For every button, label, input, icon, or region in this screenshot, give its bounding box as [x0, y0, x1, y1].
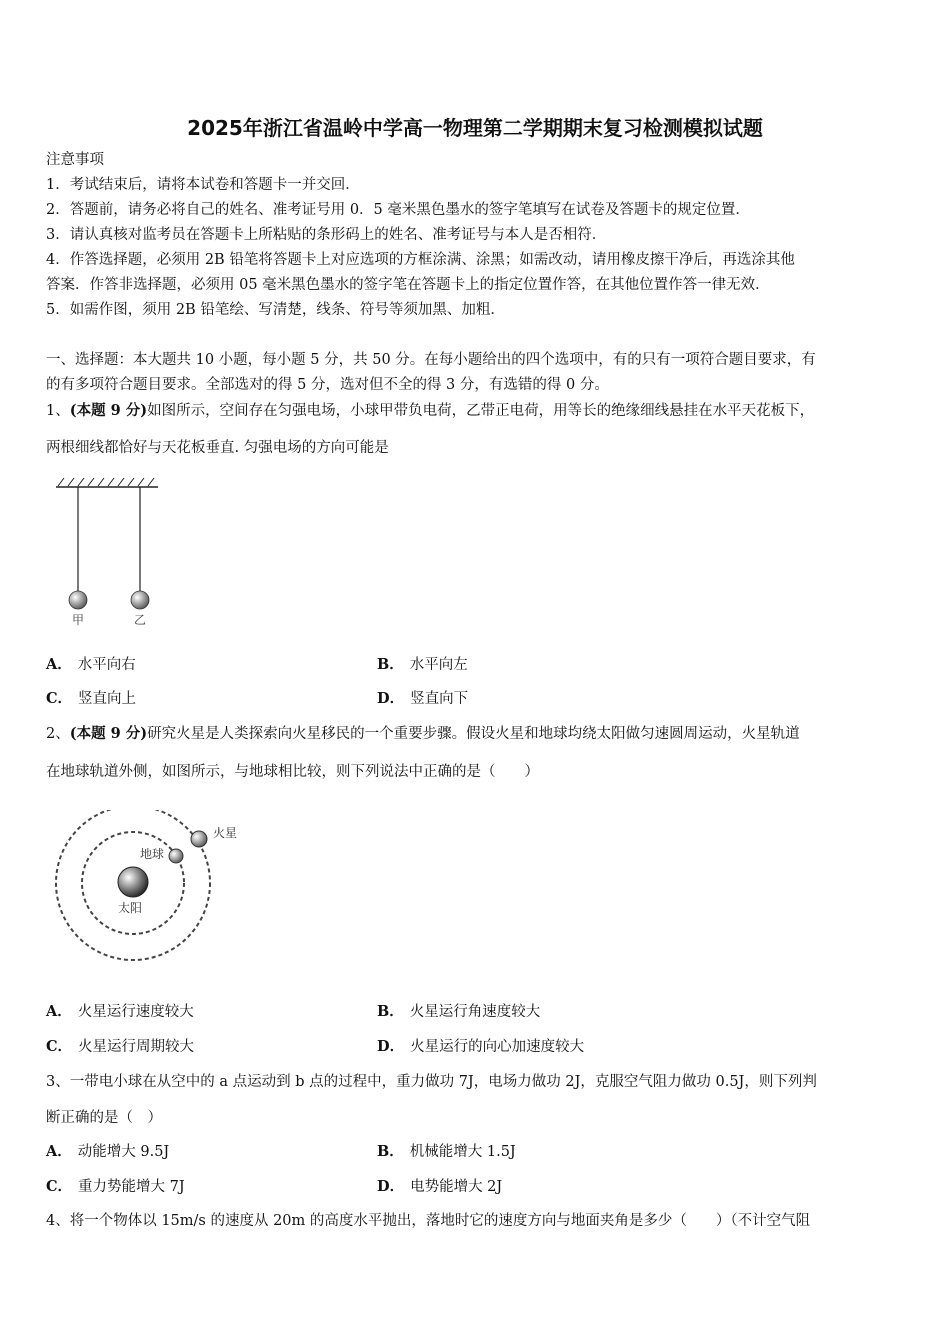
- question-number: 1、: [46, 403, 70, 419]
- option-c[interactable]: [46, 689, 136, 709]
- earth-icon: [169, 849, 183, 863]
- option-letter: C．: [46, 1038, 73, 1055]
- question-1-stem: [46, 401, 814, 421]
- notice-item: 1．考试结束后，请将本试卷和答题卡一并交回．: [46, 177, 360, 193]
- page-title: 2025年浙江省温岭中学高一物理第二学期期末复习检测模拟试题: [187, 116, 763, 140]
- option-a[interactable]: [46, 655, 136, 675]
- notice-heading: 注意事项: [46, 152, 104, 168]
- ball-b: [131, 591, 149, 609]
- option-text: 电势能增大 2J: [410, 1179, 503, 1195]
- earth-label: 地球: [139, 847, 165, 861]
- option-text: 机械能增大 1.5J: [409, 1144, 516, 1160]
- option-a[interactable]: [46, 1142, 169, 1162]
- question-3-stem-cont: 断正确的是（ ）: [46, 1110, 162, 1126]
- ball-b-label: 乙: [133, 613, 147, 627]
- ceiling-hatch: [58, 478, 154, 486]
- mars-icon: [191, 831, 207, 847]
- option-text: 动能增大 9.5J: [77, 1144, 170, 1160]
- option-text: 火星运行周期较大: [78, 1039, 195, 1055]
- notice-item: 3．请认真核对监考员在答题卡上所粘贴的条形码上的姓名、准考证号与本人是否相符．: [46, 227, 607, 243]
- orbit-figure: [50, 810, 250, 970]
- option-b[interactable]: [377, 1002, 540, 1022]
- option-a[interactable]: [46, 1002, 194, 1022]
- sun-label: 太阳: [117, 901, 143, 915]
- option-letter: D．: [377, 1178, 405, 1195]
- option-text: 火星运行速度较大: [77, 1004, 194, 1020]
- option-b[interactable]: [377, 655, 468, 675]
- option-letter: C．: [46, 1178, 73, 1195]
- question-2-stem-cont: 在地球轨道外侧，如图所示，与地球相比较，则下列说法中正确的是（ ）: [46, 764, 539, 780]
- question-text: 研究火星是人类探索向火星移民的一个重要步骤。假设火星和地球均绕太阳做匀速圆周运动，火星轨道: [147, 726, 800, 742]
- option-letter: D．: [377, 1038, 405, 1055]
- question-score: (本题 9 分): [69, 725, 148, 742]
- option-letter: C．: [46, 690, 73, 707]
- option-text: 竖直向下: [410, 691, 469, 707]
- section-intro: 的有多项符合题目要求。全部选对的得 5 分，选对但不全的得 3 分，有选错的得 0 分。: [46, 377, 609, 393]
- question-2-stem: [46, 724, 800, 744]
- mars-label: 火星: [212, 826, 238, 840]
- option-text: 重力势能增大 7J: [78, 1179, 185, 1195]
- notice-item: 答案．作答非选择题，必须用 05 毫米黑色墨水的签字笔在答题卡上的指定位置作答，在其他位置作答一律无效．: [46, 277, 770, 293]
- notice-item: 5．如需作图，须用 2B 铅笔绘、写清楚，线条、符号等须加黑、加粗．: [46, 302, 505, 318]
- option-letter: A．: [46, 656, 72, 673]
- option-letter: A．: [46, 1003, 72, 1020]
- option-letter: B．: [377, 1003, 404, 1020]
- question-3-stem: 3、一带电小球在从空中的 a 点运动到 b 点的过程中，重力做功 7J，电场力做功 2J，克服空气阻力做功 0.5J，则下列判: [46, 1074, 817, 1090]
- ball-a-label: 甲: [71, 613, 85, 627]
- question-4-stem: 4、将一个物体以 15m/s 的速度从 20m 的高度水平抛出，落地时它的速度方向与地面夹角是多少（ ）（不计空气阻: [46, 1213, 811, 1229]
- option-text: 火星运行的向心加速度较大: [410, 1039, 585, 1055]
- notice-item: 4．作答选择题，必须用 2B 铅笔将答题卡上对应选项的方框涂满、涂黑；如需改动，请用橡皮擦干净后，再选涂其他: [46, 252, 795, 268]
- option-letter: D．: [377, 690, 405, 707]
- option-b[interactable]: [377, 1142, 516, 1162]
- option-d[interactable]: [377, 689, 468, 709]
- question-text: 如图所示，空间存在匀强电场，小球甲带负电荷，乙带正电荷，用等长的绝缘细线悬挂在水平天花板下，: [147, 403, 815, 419]
- option-letter: B．: [377, 656, 404, 673]
- option-c[interactable]: [46, 1037, 194, 1057]
- question-score: (本题 9 分): [69, 402, 148, 419]
- question-number: 2、: [46, 726, 70, 742]
- option-c[interactable]: [46, 1177, 185, 1197]
- option-text: 火星运行角速度较大: [409, 1004, 541, 1020]
- section-intro: 一、选择题：本大题共 10 小题，每小题 5 分，共 50 分。在每小题给出的四个选项中，有的只有一项符合题目要求，有: [46, 352, 816, 368]
- option-letter: A．: [46, 1143, 72, 1160]
- pendulum-figure: [50, 475, 170, 630]
- option-d[interactable]: [377, 1037, 584, 1057]
- sun-icon: [118, 867, 148, 897]
- option-text: 水平向右: [77, 657, 136, 673]
- option-text: 水平向左: [409, 657, 468, 673]
- option-d[interactable]: [377, 1177, 502, 1197]
- question-1-stem-cont: 两根细线都恰好与天花板垂直. 匀强电场的方向可能是: [46, 440, 389, 456]
- option-text: 竖直向上: [78, 691, 137, 707]
- notice-item: 2．答题前，请务必将自己的姓名、准考证号用 0．5 毫米黑色墨水的签字笔填写在试卷及答题卡的规定位置．: [46, 202, 750, 218]
- ball-a: [69, 591, 87, 609]
- option-letter: B．: [377, 1143, 404, 1160]
